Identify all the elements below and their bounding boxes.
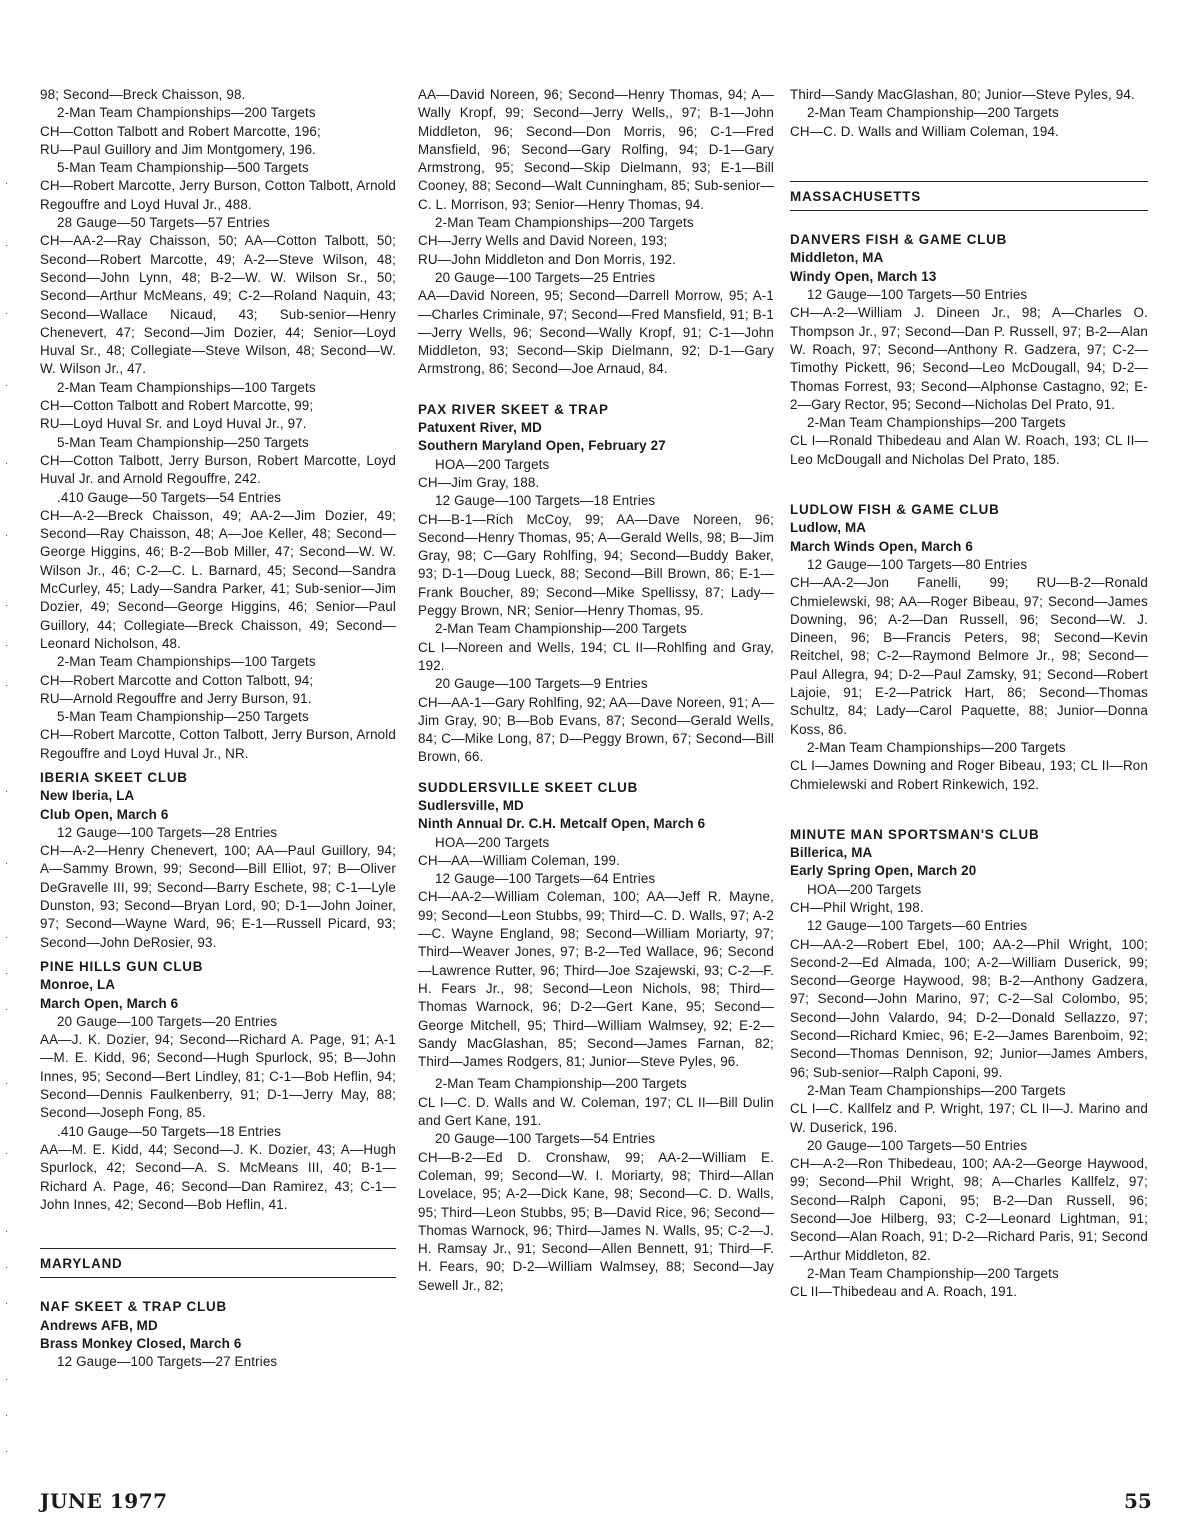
event-heading: 28 Gauge—50 Targets—57 Entries [57, 215, 270, 231]
event-subheading: New Iberia, LA [40, 788, 135, 804]
results-paragraph: CH—A-2—William J. Dineen Jr., 98; A—Charles O. Thompson Jr., 97; Second—Dan P. Russell, 97; B-2—Alan W. Roach, 97; Second—Anthony R. Gadzera, 97; C-2—Timothy Pickett, 96; Second—Leo McDougall, 94; D-2—Thomas Forrest, 93; Second—Alphonse Castagno, 92; E-2—Gary Rector, 95; Second—Nicholas Del Prato, 91. [790, 305, 1148, 412]
results-paragraph: RU—Loyd Huval Sr. and Loyd Huval Jr., 97. [40, 416, 307, 432]
event-subheading: Brass Monkey Closed, March 6 [40, 1336, 242, 1351]
scan-speck: · [5, 1446, 9, 1457]
results-paragraph: CH—A-2—Breck Chaisson, 49; AA-2—Jim Dozier, 49; Second—Ray Chaisson, 48; A—Joe Keller, 48; Second—George Higgins, 46; B-2—Bob Miller, 47; Second—W. W. Wilson Jr., 46; C-2—C. L. Barnard, 45; Second—Sandra McCurley, 45; Lady—Sandra Parker, 41; Sub-senior—Jim Dozier, 49; Second—George Higgins, 46; Senior—Paul Guillory, 44; Collegiate—Breck Chaisson, 49; Second—Leonard Nicholson, 48. [40, 507, 396, 651]
section-heading: PAX RIVER SKEET & TRAP [418, 401, 609, 417]
section-heading: MARYLAND [40, 1256, 123, 1272]
event-subheading: Early Spring Open, March 20 [790, 863, 977, 879]
event-heading: 12 Gauge—100 Targets—60 Entries [807, 918, 1028, 934]
scan-speck: · [5, 530, 9, 541]
results-paragraph: CH—AA-2—Ray Chaisson, 50; AA—Cotton Talbott, 50; Second—Robert Marcotte, 49; A-2—Steve Wilson, 48; Second—John Lynn, 48; B-2—W. W. Wilson Sr., 50; Second—Arthur McMeans, 49; C-2—Roland Naquin, 43; Second—Wallace Nicaud, 43; Sub-senior—Henry Chenevert, 47; Second—Jim Dozier, 44; Senior—Loyd Huval Sr., 48; Collegiate—Steve Wilson, 48; Second—W. W. Wilson Jr., 47. [40, 233, 396, 377]
scan-speck: · [5, 1298, 9, 1309]
event-heading: 12 Gauge—100 Targets—64 Entries [435, 871, 656, 887]
results-paragraph: CH—AA-2—Robert Ebel, 100; AA-2—Phil Wright, 100; Second-2—Ed Almada, 100; A-2—William Duserick, 99; Second—George Haywood, 98; B-2—Anthony Gadzera, 97; Second—John Marino, 97; C-2—Sal Colombo, 95; Second—John Valardo, 94; D-2—Donald Sellazzo, 97; Second—Richard Kmiec, 96; E-2—James Barenboim, 92; Second—Thomas Dennison, 92; Junior—James Ambers, 96; Sub-senior—Ralph Caponi, 99. [790, 936, 1148, 1080]
event-heading: 12 Gauge—100 Targets—80 Entries [807, 556, 1028, 572]
scan-speck: · [5, 600, 9, 611]
scan-speck: · [5, 1226, 9, 1237]
results-paragraph: CH—Jerry Wells and David Noreen, 193; [418, 233, 668, 249]
section-heading: LUDLOW FISH & GAME CLUB [790, 502, 1000, 518]
event-subheading: Monroe, LA [40, 977, 116, 993]
event-heading: HOA—200 Targets [435, 834, 550, 850]
section-heading: MASSACHUSETTS [790, 188, 921, 204]
event-heading: 20 Gauge—100 Targets—9 Entries [435, 676, 648, 692]
event-heading: 20 Gauge—100 Targets—20 Entries [57, 1013, 278, 1029]
results-paragraph: CH—B-2—Ed D. Cronshaw, 99; AA-2—William E. Coleman, 99; Second—W. I. Moriarty, 98; Third—Allan Lovelace, 95; A-2—Dick Kane, 98; Second—C. D. Walls, 95; Third—Leon Stubbs, 95; B—David Rice, 96; Second—Thomas Warnock, 96; Third—James N. Walls, 95; C-2—J. H. Ramsay Jr., 91; Second—Allen Bennett, 91; Third—F. H. Fears, 90; D-2—William Walmsey, 88; Second—Jay Sewell Jr., 82; [418, 1149, 774, 1293]
results-paragraph: CH—Robert Marcotte, Cotton Talbott, Jerry Burson, Arnold Regouffre and Loyd Huval Jr., NR. [40, 727, 396, 761]
scan-speck: · [5, 640, 9, 651]
results-paragraph: CH—AA—William Coleman, 199. [418, 852, 620, 868]
results-paragraph: 98; Second—Breck Chaisson, 98. [40, 87, 246, 102]
results-paragraph: CH—A-2—Ron Thibedeau, 100; AA-2—George Haywood, 99; Second—Phil Wright, 98; A—Charles Kallfelz, 97; Second—Ralph Caponi, 95; B-2—Dan Russell, 96; Second—Joe Hilberg, 93; C-2—Leonard Lightman, 91; Second—Alan Roach, 91; D-2—Richard Paris, 91; Second—Arthur Middleton, 82. [790, 1156, 1148, 1263]
event-heading: 5-Man Team Championship—500 Targets [57, 160, 309, 176]
event-heading: 20 Gauge—100 Targets—50 Entries [807, 1137, 1028, 1153]
results-paragraph: RU—John Middleton and Don Morris, 192. [418, 251, 677, 267]
event-heading: 20 Gauge—100 Targets—25 Entries [435, 269, 656, 285]
event-subheading: Sudlersville, MD [418, 797, 524, 813]
section-heading: SUDDLERSVILLE SKEET CLUB [418, 779, 639, 795]
scan-speck: · [5, 308, 9, 319]
results-paragraph: CL II—Thibedeau and A. Roach, 191. [790, 1284, 1018, 1300]
results-paragraph: CH—Cotton Talbott and Robert Marcotte, 196; [40, 123, 321, 139]
scan-speck: · [5, 968, 9, 979]
scan-speck: · [5, 1004, 9, 1015]
event-heading: 2-Man Team Championship—200 Targets [807, 1265, 1059, 1281]
event-heading: 12 Gauge—100 Targets—27 Entries [57, 1354, 278, 1370]
scan-speck: · [5, 380, 9, 391]
section-rule [790, 210, 1148, 211]
scan-speck: · [5, 858, 9, 869]
event-heading: 20 Gauge—100 Targets—54 Entries [435, 1131, 656, 1147]
results-paragraph: CH—Cotton Talbott, Jerry Burson, Robert Marcotte, Loyd Huval Jr. and Arnold Regouffre, 242. [40, 452, 396, 487]
event-subheading: Middleton, MA [790, 250, 884, 266]
column-1 [40, 86, 396, 1372]
event-heading: 2-Man Team Championships—100 Targets [57, 379, 316, 395]
event-subheading: Ludlow, MA [790, 520, 867, 536]
results-paragraph: CH—Cotton Talbott and Robert Marcotte, 99; [40, 398, 314, 414]
scan-speck: · [5, 680, 9, 691]
results-paragraph: AA—David Noreen, 96; Second—Henry Thomas, 94; A—Wally Kropf, 99; Second—Jerry Wells,, 97; B-1—John Middleton, 96; Second—Don Morris, 96; C-1—Fred Mansfield, 96; Second—Gary Rolfing, 94; D-1—Gary Armstrong, 95; Second—Skip Dielmann, 93; E-1—Bill Cooney, 88; Second—Walt Cunningham, 85; Sub-senior—C. L. Morrison, 93; Senior—Henry Thomas, 94. [418, 87, 774, 212]
event-subheading: Patuxent River, MD [418, 420, 542, 436]
section-heading: IBERIA SKEET CLUB [40, 769, 188, 785]
results-paragraph: CH—Jim Gray, 188. [418, 474, 540, 490]
scan-speck: · [5, 1374, 9, 1385]
results-paragraph: CH—C. D. Walls and William Coleman, 194. [790, 123, 1059, 139]
event-subheading: Billerica, MA [790, 845, 873, 861]
results-paragraph: CH—Robert Marcotte, Jerry Burson, Cotton Talbott, Arnold Regouffre and Loyd Huval Jr., 488. [40, 178, 396, 212]
scan-speck: · [5, 458, 9, 469]
event-heading: 12 Gauge—100 Targets—28 Entries [57, 824, 278, 840]
page-number: 55 [1124, 1489, 1152, 1513]
scan-speck: · [5, 932, 9, 943]
event-heading: 5-Man Team Championship—250 Targets [57, 709, 309, 725]
scan-speck: · [5, 240, 9, 251]
column-3 [790, 86, 1148, 1302]
results-paragraph: Third—Sandy MacGlashan, 80; Junior—Steve Pyles, 94. [790, 87, 1135, 102]
results-paragraph: CL I—Ronald Thibedeau and Alan W. Roach, 193; CL II—Leo McDougall and Nicholas Del Prato, 185. [790, 433, 1148, 467]
event-heading: 2-Man Team Championships—200 Targets [435, 215, 694, 231]
results-paragraph: CH—Robert Marcotte and Cotton Talbott, 94; [40, 672, 314, 688]
event-subheading: Southern Maryland Open, February 27 [418, 438, 666, 454]
scan-speck: · [5, 1148, 9, 1159]
event-heading: 2-Man Team Championship—200 Targets [435, 621, 687, 637]
event-heading: 2-Man Team Championships—200 Targets [807, 739, 1066, 755]
scan-speck: · [5, 1410, 9, 1421]
event-heading: 12 Gauge—100 Targets—18 Entries [435, 493, 656, 509]
section-heading: PINE HILLS GUN CLUB [40, 958, 204, 974]
event-heading: 2-Man Team Championships—200 Targets [57, 105, 316, 121]
event-subheading: Club Open, March 6 [40, 806, 169, 822]
event-subheading: Andrews AFB, MD [40, 1317, 158, 1333]
results-paragraph: CH—Phil Wright, 198. [790, 899, 924, 915]
section-heading: NAF SKEET & TRAP CLUB [40, 1299, 227, 1315]
results-paragraph: CL I—James Downing and Roger Bibeau, 193; CL II—Ron Chmielewski and Robert Rinkewich, 192. [790, 758, 1148, 792]
section-heading: DANVERS FISH & GAME CLUB [790, 232, 1008, 248]
column-2 [418, 86, 774, 1295]
scan-speck: · [5, 786, 9, 797]
results-paragraph: CH—A-2—Henry Chenevert, 100; AA—Paul Guillory, 94; A—Sammy Brown, 99; Second—Bill Elliot, 97; B—Oliver DeGravelle III, 99; Second—Barry Eschete, 98; C-1—Lyle Dunston, 93; Second—Bryan Lord, 90; D-1—John Joiner, 97; Second—Wayne Ward, 96; E-1—Russell Picard, 93; Second—John DeRosier, 93. [40, 843, 396, 950]
event-subheading: Ninth Annual Dr. C.H. Metcalf Open, March 6 [418, 816, 706, 832]
event-heading: 2-Man Team Championship—200 Targets [435, 1076, 687, 1092]
results-paragraph: CL I—C. D. Walls and W. Coleman, 197; CL II—Bill Dulin and Gert Kane, 191. [418, 1094, 774, 1129]
results-paragraph: CH—AA-2—William Coleman, 100; AA—Jeff R. Mayne, 99; Second—Leon Stubbs, 99; Third—C. D. Walls, 97; A-2—C. Wayne England, 98; Second—William Moriarty, 97; Third—Weaver Jones, 97; B-2—Ted Wallace, 96; Second—Lawrence Rutter, 96; Third—Joe Szajewski, 93; C-2—F. H. Fears Jr., 98; Second—Leon Nichols, 98; Third—Thomas Warnock, 96; D-2—Gert Kane, 95; Second—George Mitchell, 95; Third—William Walmsey, 92; E-2—Sandy MacGlashan, 85; Second—James Farnan, 82; Third—James Rodgers, 81; Junior—Steve Pyles, 96. [418, 889, 774, 1070]
event-subheading: March Open, March 6 [40, 995, 179, 1011]
results-paragraph: CH—AA-2—Jon Fanelli, 99; RU—B-2—Ronald Chmielewski, 98; AA—Roger Bibeau, 97; Second—James Downing, 96; A-2—Dan Russell, 96; Second—W. J. Dineen, 96; B—Francis Peters, 98; Second—Kevin Reitchel, 98; C-2—Raymond Belmore Jr., 98; Second—Paul Allegra, 94; D-2—Paul Zamsky, 91; Second—Robert Lajoie, 91; E-2—Patrick Hart, 86; Second—Thomas Schultz, 84; Lady—Carol Paquette, 88; Junior—Donna Koss, 86. [790, 575, 1148, 737]
results-paragraph: CL I—Noreen and Wells, 194; CL II—Rohlfing and Gray, 192. [418, 639, 774, 673]
results-paragraph: CH—B-1—Rich McCoy, 99; AA—Dave Noreen, 96; Second—Henry Thomas, 95; A—Gerald Wells, 98; B—Jim Gray, 98; C—Gary Rohlfing, 94; Second—Buddy Baker, 93; D-1—Doug Lueck, 88; Second—Bill Brown, 86; E-1—Frank Boucher, 89; Second—Mike Spellissy, 87; Lady—Peggy Brown, NR; Senior—Henry Thomas, 95. [418, 511, 774, 619]
event-heading: HOA—200 Targets [807, 881, 922, 897]
event-heading: 5-Man Team Championship—250 Targets [57, 434, 309, 450]
scan-speck: · [5, 1262, 9, 1273]
event-subheading: March Winds Open, March 6 [790, 538, 973, 554]
issue-date: JUNE 1977 [40, 1489, 168, 1513]
results-paragraph: RU—Arnold Regouffre and Jerry Burson, 91. [40, 690, 312, 706]
section-heading: MINUTE MAN SPORTSMAN'S CLUB [790, 826, 1040, 842]
results-paragraph: RU—Paul Guillory and Jim Montgomery, 196. [40, 141, 317, 157]
results-paragraph: CH—AA-1—Gary Rohlfing, 92; AA—Dave Noreen, 91; A—Jim Gray, 90; B—Bob Evans, 87; Second—Gerald Wells, 84; C—Mike Long, 87; D—Peggy Brown, 67; Second—Bill Brown, 66. [418, 694, 774, 765]
section-rule [790, 181, 1148, 182]
scan-speck: · [5, 1078, 9, 1089]
event-heading: 2-Man Team Championship—200 Targets [807, 105, 1059, 121]
event-heading: HOA—200 Targets [435, 456, 550, 472]
scan-speck: · [5, 178, 9, 189]
results-paragraph: CL I—C. Kallfelz and P. Wright, 197; CL II—J. Marino and W. Duserick, 196. [790, 1101, 1148, 1135]
results-paragraph: AA—David Noreen, 95; Second—Darrell Morrow, 95; A-1—Charles Criminale, 97; Second—Fred Mansfield, 91; B-1—Jerry Wells, 96; Second—Wally Kropf, 91; C-1—John Middleton, 93; Second—Skip Dielmann, 92; D-1—Gary Armstrong, 86; Second—Joe Arnaud, 84. [418, 288, 774, 377]
event-heading: 12 Gauge—100 Targets—50 Entries [807, 287, 1028, 303]
section-rule [40, 1277, 396, 1278]
event-heading: .410 Gauge—50 Targets—18 Entries [57, 1123, 282, 1139]
event-heading: 2-Man Team Championships—200 Targets [807, 415, 1066, 431]
results-paragraph: AA—M. E. Kidd, 44; Second—J. K. Dozier, 43; A—Hugh Spurlock, 42; Second—A. S. McMeans III, 40; B-1—Richard A. Page, 46; Second—Dan Ramirez, 43; C-1—John Innes, 42; Second—Bob Heflin, 41. [40, 1141, 396, 1212]
results-paragraph: AA—J. K. Dozier, 94; Second—Richard A. Page, 91; A-1—M. E. Kidd, 96; Second—Hugh Spurlock, 95; B—John Innes, 95; Second—Bert Lindley, 81; C-1—Bob Heflin, 94; Second—Dennis Faulkenberry, 91; D-1—Jerry May, 88; Second—Joseph Fong, 85. [40, 1032, 396, 1121]
event-heading: .410 Gauge—50 Targets—54 Entries [57, 489, 282, 505]
section-rule [40, 1248, 396, 1249]
event-heading: 2-Man Team Championships—200 Targets [807, 1082, 1066, 1098]
event-subheading: Windy Open, March 13 [790, 268, 937, 284]
event-heading: 2-Man Team Championships—100 Targets [57, 654, 316, 670]
